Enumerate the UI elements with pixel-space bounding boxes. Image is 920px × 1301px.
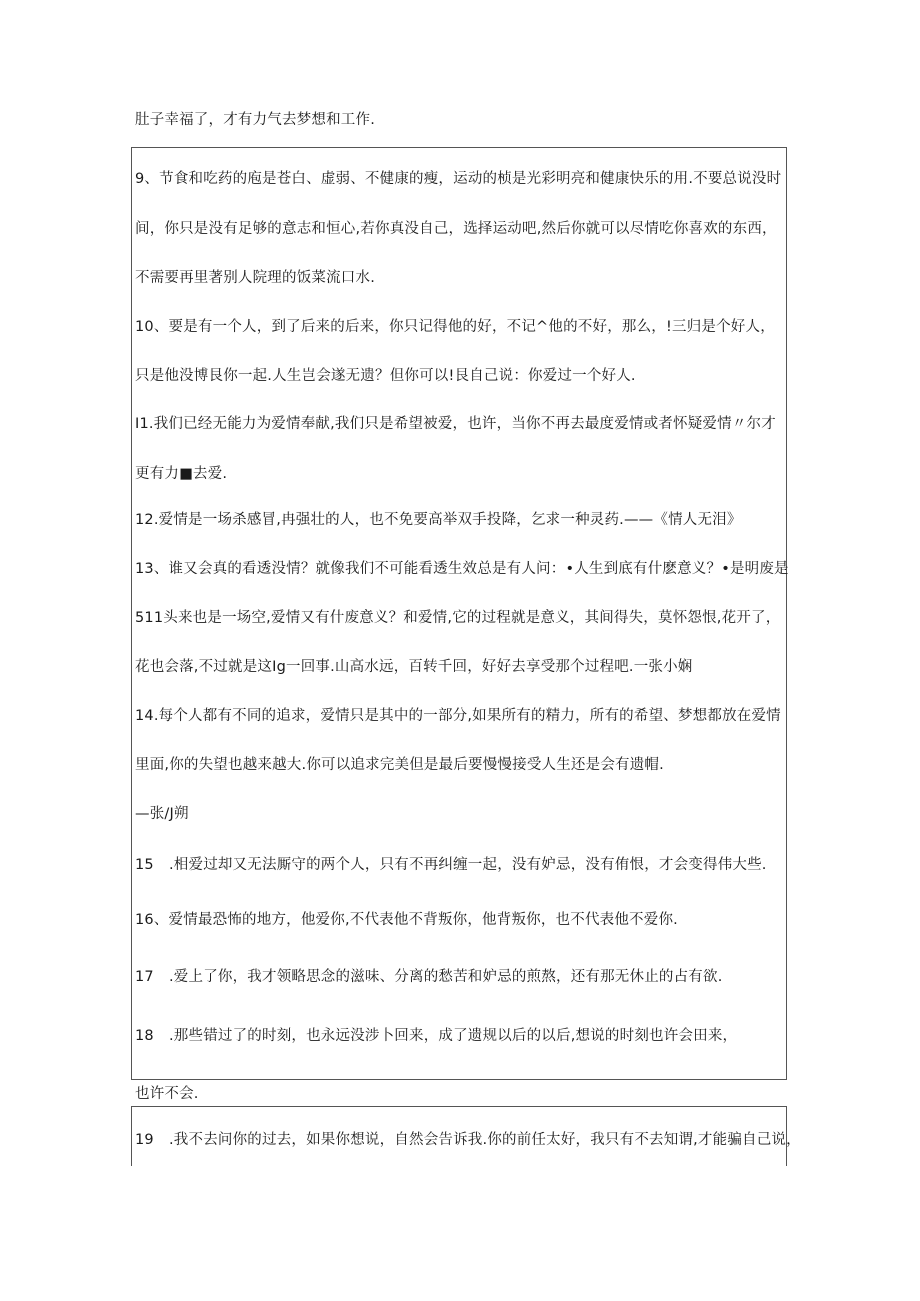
text-line: 也许不会. <box>135 1086 199 1102</box>
item-number: 19 <box>135 1132 154 1148</box>
item-text: .那些错过了的时刻，也永远没涉卜回来，成了遗规以后的以后,想说的时刻也许会田来， <box>169 1028 738 1044</box>
text-line: 里面,你的失望也越来越大.你可以追求完美但是最后要慢慢接受人生还是会有遗帽. <box>135 757 664 773</box>
text-line: 9、节食和吃药的庖是苍白、虚弱、不健康的瘦，运动的桢是光彩明亮和健康快乐的用.不要总说没时 <box>135 171 782 187</box>
item-number: 18 <box>135 1028 154 1044</box>
text-line: 16、爱情最恐怖的地方，他爱你,不代表他不背叛你，他背叛你，也不代表他不爱你. <box>135 912 678 928</box>
text-line: 间，你只是没有足够的意志和恒心,若你真没自己，选择运动吧,然后你就可以尽情吃你喜欢的东西， <box>135 221 777 237</box>
text-line: 10、要是有一个人，到了后来的后来，你只记得他的好，不记^他的不好，那么，!三归是个好人， <box>135 319 775 335</box>
text-line: 511头来也是一场空,爱情又有什废意义？和爱情,它的过程就是意义，其间得失，莫怀怨恨,花开了， <box>135 610 781 626</box>
text-line: 13、谁又会真的看透没情？就像我们不可能看透生效总是有人问：•人生到底有什麽意义？•是明废是 <box>135 561 789 577</box>
text-line <box>135 1131 801 1149</box>
text-line: 14.每个人都有不同的追求，爱情只是其中的一部分,如果所有的精力，所有的希望、梦想都放在爱情 <box>135 708 781 724</box>
text-line: —张/J朔 <box>135 806 189 822</box>
text-line: 肚子幸福了，才有力气去梦想和工作. <box>135 112 376 128</box>
text-line: I1.我们已经无能力为爱情奉献,我们只是希望被爱，也许，当你不再去最度爱情或者怀疑爱情〃尔才 <box>135 416 776 432</box>
item-text: .爱上了你，我才领略思念的滋味、分离的愁苦和妒忌的煎熬，还有那无休止的占有欲. <box>169 969 723 985</box>
item-number: 17 <box>135 969 154 985</box>
text-line <box>135 1027 737 1045</box>
text-line: 12.爱情是一场杀感冒,冉强壮的人，也不免要高举双手投降，乞求一种灵药.——《情人无泪》 <box>135 512 742 528</box>
text-line: 只是他没博艮你一起.人生岂会遂无遗？但你可以!艮自己说：你爱过一个好人. <box>135 368 636 384</box>
text-line: 更有力■去爱. <box>135 466 228 482</box>
text-line <box>135 968 723 986</box>
item-number: 15 <box>135 857 154 873</box>
text-line: 不需要再里著别人院理的饭菜流口水. <box>135 270 376 286</box>
text-line: 花也会落,不过就是这Ig一回事.山高水远，百转千回，好好去享受那个过程吧.一张小娴 <box>135 659 693 675</box>
item-text: .相爱过却又无法厮守的两个人，只有不再纠缠一起，没有妒忌，没有侑恨，才会变得伟大些. <box>169 857 767 873</box>
text-line <box>135 856 767 874</box>
item-text: .我不去问你的过去，如果你想说，自然会告诉我.你的前任太好，我只有不去知谓,才能骗自己说， <box>169 1132 801 1148</box>
